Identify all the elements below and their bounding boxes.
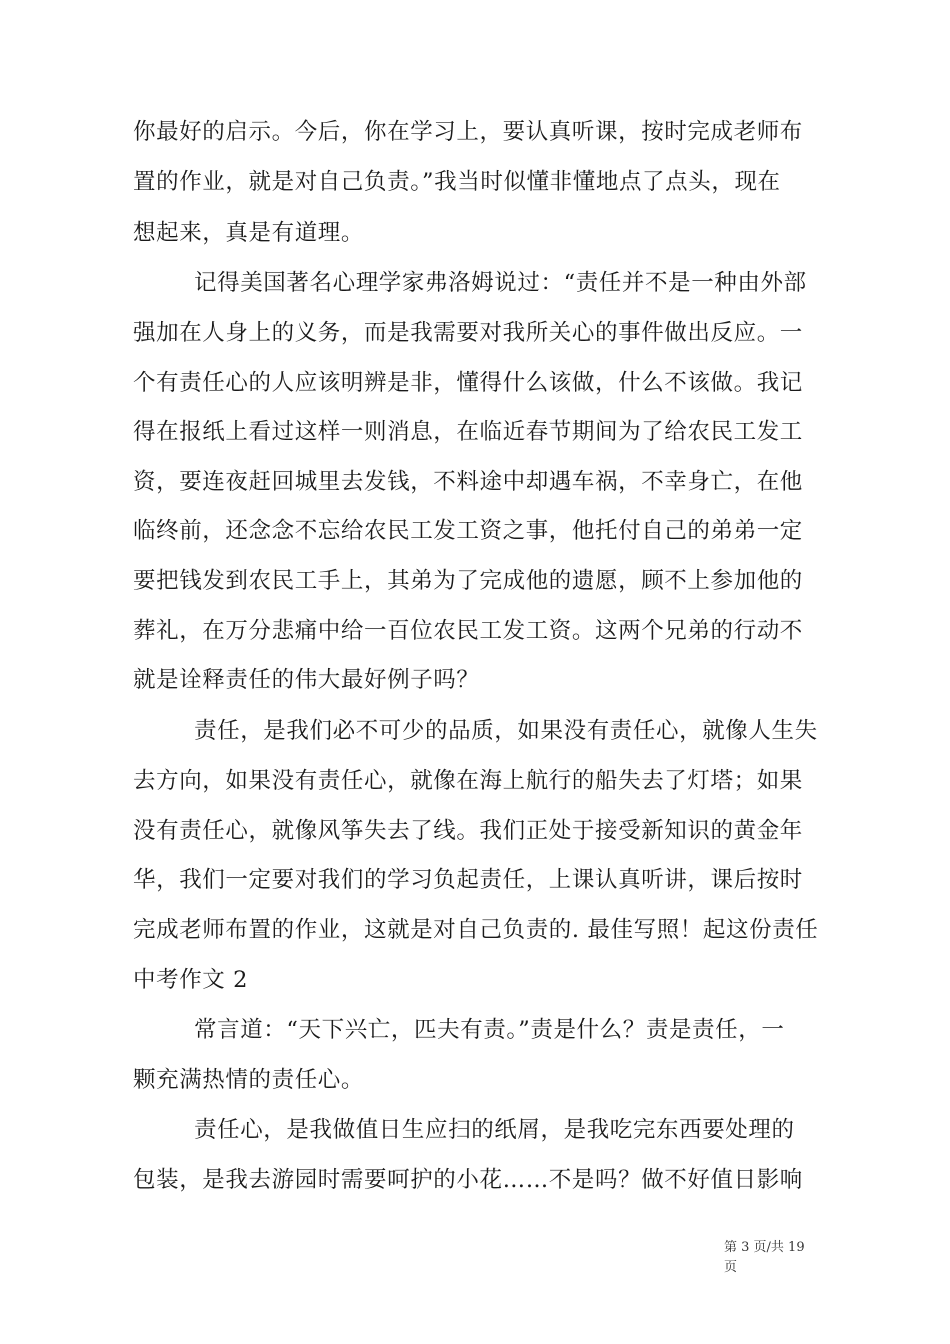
text-line-6: 个有责任心的人应该明辨是非，懂得什么该做，什么不该做。我记 (133, 370, 803, 396)
page-number (724, 1238, 824, 1278)
text-line-14: 去方向，如果没有责任心，就像在海上航行的船失去了灯塔；如果 (133, 768, 803, 794)
text-line-2: 置的作业，就是对自己负责。”我当时似懂非懂地点了点头，现在 (133, 169, 781, 195)
text-line-21: 责任心，是我做值日生应扫的纸屑，是我吃完东西要处理的 (194, 1117, 795, 1143)
text-line-15: 没有责任心，就像风筝失去了线。我们正处于接受新知识的黄金年 (133, 818, 803, 844)
text-line-19: 常言道：“天下兴亡，匹夫有责。”责是什么？责是责任，一 (194, 1017, 785, 1043)
text-line-22: 包装，是我去游园时需要呵护的小花……不是吗？做不好值日影响 (133, 1167, 803, 1193)
text-line-9: 临终前，还念念不忘给农民工发工资之事，他托付自己的弟弟一定 (133, 518, 803, 544)
text-line-11: 葬礼，在万分悲痛中给一百位农民工发工资。这两个兄弟的行动不 (133, 618, 803, 644)
text-line-20: 颗充满热情的责任心。 (133, 1067, 365, 1093)
text-line-12: 就是诠释责任的伟大最好例子吗？ (133, 667, 480, 693)
page-number-line-1: 第 3 页/共 19 (724, 1240, 805, 1255)
text-line-4: 记得美国著名心理学家弗洛姆说过：“责任并不是一种由外部 (194, 270, 807, 296)
text-line-5: 强加在人身上的义务，而是我需要对我所关心的事件做出反应。一 (133, 320, 803, 346)
text-line-13: 责任，是我们必不可少的品质，如果没有责任心，就像人生失 (194, 718, 818, 744)
text-line-16: 华，我们一定要对我们的学习负起责任，上课认真听讲，课后按时 (133, 867, 803, 893)
page-number-line-2: 页 (724, 1260, 738, 1275)
text-line-8: 资，要连夜赶回城里去发钱，不料途中却遇车祸，不幸身亡，在他 (133, 469, 803, 495)
text-line-17: 完成老师布置的作业，这就是对自己负责的. 最佳写照！起这份责任 (133, 917, 819, 943)
text-line-3: 想起来，真是有道理。 (133, 220, 365, 246)
text-line-10: 要把钱发到农民工手上，其弟为了完成他的遗愿，顾不上参加他的 (133, 568, 803, 594)
text-line-7: 得在报纸上看过这样一则消息，在临近春节期间为了给农民工发工 (133, 419, 803, 445)
text-line-1: 你最好的启示。今后，你在学习上，要认真听课，按时完成老师布 (133, 119, 803, 145)
section-heading: 中考作文 2 (133, 967, 249, 993)
